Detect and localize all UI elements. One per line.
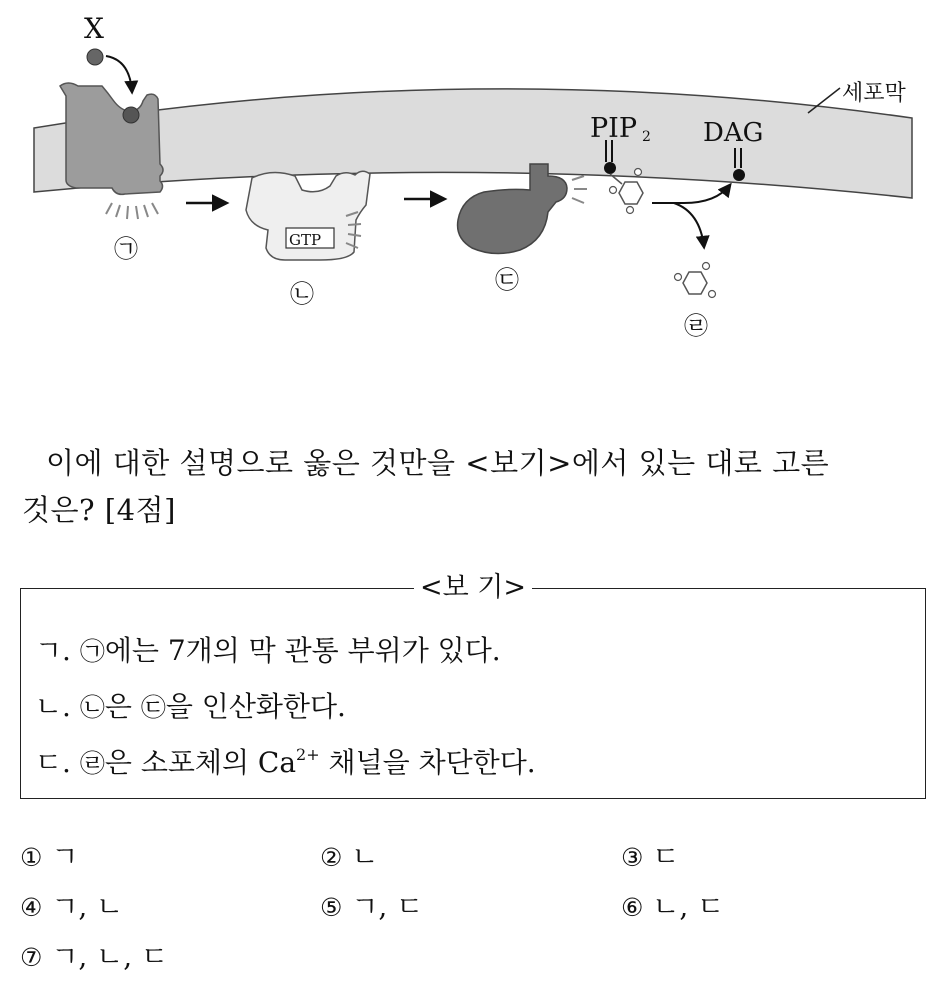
choice-1[interactable]	[20, 840, 78, 875]
choice-7-number: ⑦	[20, 943, 43, 972]
receptor-activation-rays	[106, 203, 158, 219]
choice-3[interactable]	[621, 840, 679, 875]
choice-1-number: ①	[20, 843, 43, 872]
question-line-1: 이에 대한 설명으로 옳은 것만을 <보기>에서 있는 대로 고른	[46, 446, 830, 480]
bogi-item-3-text-before: 은 소포체의 Ca	[104, 746, 297, 779]
choice-5[interactable]	[320, 890, 423, 925]
cell-membrane	[34, 89, 912, 198]
bogi-item-1-marker: ㉠	[79, 637, 105, 666]
choice-4[interactable]	[20, 890, 123, 925]
bogi-item-3	[35, 735, 536, 791]
bogi-box	[20, 572, 926, 799]
bogi-title: <보 기>	[414, 570, 532, 606]
choice-1-text: ㄱ	[51, 840, 79, 873]
choice-2-number: ②	[320, 843, 343, 872]
bogi-item-2-text: 을 인산화한다.	[165, 690, 346, 723]
dag-label: DAG	[703, 118, 764, 148]
pip2-label: PIP	[590, 113, 637, 144]
choice-5-text: ㄱ, ㄷ	[351, 890, 424, 923]
ip3-phosphate-2	[703, 263, 710, 270]
ip3-phosphate-1	[675, 274, 682, 281]
choice-3-number: ③	[621, 843, 644, 872]
marker-3: ㉢	[495, 266, 519, 294]
choice-2-text: ㄴ	[351, 840, 379, 873]
choice-3-text: ㄷ	[652, 840, 680, 873]
dag-head	[733, 169, 745, 181]
bogi-item-2-marker-1: ㉡	[79, 693, 105, 722]
bogi-item-1-text: 에는 7개의 막 관통 부위가 있다.	[104, 634, 501, 667]
pip2-phosphate-3	[627, 207, 634, 214]
pip2-ring	[619, 182, 643, 204]
pip2-phosphate-2	[635, 169, 642, 176]
signaling-diagram	[0, 0, 948, 380]
bound-ligand	[123, 107, 139, 123]
membrane-label: 세포막	[842, 81, 906, 106]
marker-4: ㉣	[684, 312, 708, 340]
arrow-to-ip3	[674, 203, 704, 247]
gtp-label: GTP	[289, 231, 322, 249]
choice-6[interactable]	[621, 890, 724, 925]
ip3-ring	[683, 272, 707, 294]
choice-4-text: ㄱ, ㄴ	[51, 890, 124, 923]
pip2-phosphate-1	[610, 187, 617, 194]
choice-2[interactable]	[320, 840, 378, 875]
arrow-to-dag	[652, 185, 730, 203]
choice-5-number: ⑤	[320, 893, 343, 922]
bogi-item-3-prefix: ㄷ.	[35, 746, 80, 779]
bogi-item-2-mid: 은	[104, 690, 141, 723]
pip2-head	[604, 162, 616, 174]
bogi-item-1	[35, 623, 536, 679]
bogi-items	[35, 623, 536, 791]
choice-7-text: ㄱ, ㄴ, ㄷ	[51, 940, 169, 973]
ligand-molecule	[87, 49, 103, 65]
bogi-item-2	[35, 679, 536, 735]
ligand-binding-arrow	[106, 56, 132, 92]
ip3-phosphate-3	[709, 291, 716, 298]
marker-1: ㉠	[114, 235, 138, 263]
question-text	[22, 440, 927, 534]
choice-6-number: ⑥	[621, 893, 644, 922]
marker-2: ㉡	[290, 280, 314, 308]
enzyme-activation-rays	[572, 176, 587, 203]
bogi-item-2-marker-2: ㉢	[140, 693, 166, 722]
bogi-item-3-text-after: 채널을 차단한다.	[319, 746, 536, 779]
choice-4-number: ④	[20, 893, 43, 922]
choice-6-text: ㄴ, ㄷ	[652, 890, 725, 923]
choice-7[interactable]	[20, 940, 168, 975]
bogi-item-3-superscript: 2+	[296, 745, 320, 764]
pip2-subscript: 2	[642, 129, 651, 145]
ligand-label: X	[84, 12, 104, 45]
gpcr-receptor	[60, 83, 163, 194]
question-line-2: 것은? [4점]	[22, 493, 176, 527]
effector-enzyme	[458, 164, 567, 254]
bogi-item-2-prefix: ㄴ.	[35, 690, 80, 723]
bogi-item-3-marker: ㉣	[79, 749, 105, 778]
bogi-item-1-prefix: ㄱ.	[35, 634, 80, 667]
